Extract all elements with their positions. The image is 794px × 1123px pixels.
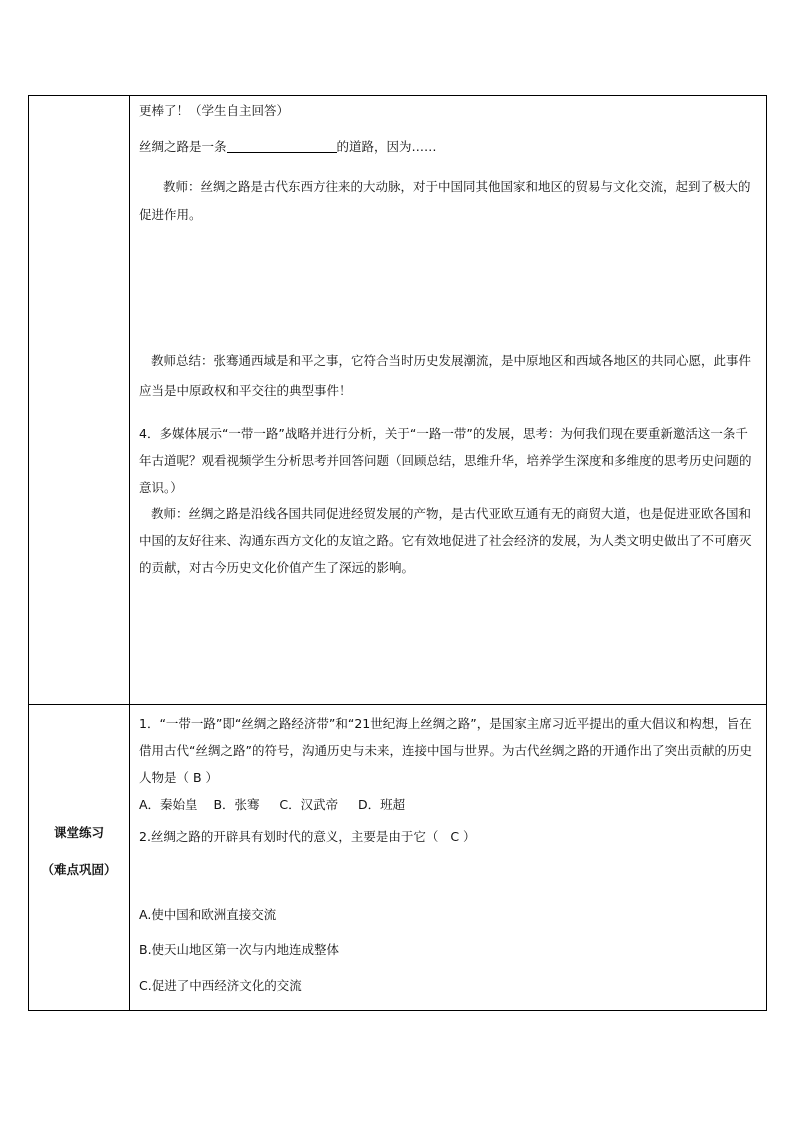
teacher-remark-1: 教师：丝绸之路是古代东西方往来的大动脉，对于中国同其他国家和地区的贸易与文化交流，起到了极大的促进作用。 [139, 179, 751, 222]
column-divider [129, 96, 130, 1010]
fill-in-blank [227, 138, 337, 153]
question-2-option-a: A.使中国和欧洲直接交流 [139, 907, 277, 922]
fill-in-line [139, 134, 437, 159]
question-2-option-c: C.促进了中西经济文化的交流 [139, 978, 302, 993]
teacher-summary: 教师总结：张骞通西域是和平之事，它符合当时历史发展潮流，是中原地区和西域各地区的共同心愿，此事件应当是中原政权和平交往的典型事件！ [139, 353, 752, 398]
teacher-remark-2: 教师：丝绸之路是沿线各国共同促进经贸发展的产物，是古代亚欧互通有无的商贸大道，也是促进亚欧各国和中国的友好往来、沟通东西方文化的友谊之路。它有效地促进了社会经济的发展，为人类文明史做出了不可磨灭的贡献，对古今历史文化价值产生了深远的影响。 [139, 506, 752, 575]
activity-item-4: 4．多媒体展示“一带一路”战略并进行分析，关于“一路一带”的发展，思考：为何我们现在要重新邀活这一条千年古道呢？观看视频学生分析思考并回答问题（回顾总结，思维升华，培养学生深度和多维度的思考历史问题的意识。） [139, 426, 752, 495]
question-2: 2.丝绸之路的开辟具有划时代的意义，主要是由于它（ C ） [139, 829, 476, 844]
section-label: 课堂练习 [53, 825, 104, 840]
lesson-table [28, 95, 767, 1011]
question-1-options: A．秦始皇 B．张骞 C．汉武帝 D．班超 [139, 797, 406, 812]
fill-in-suffix: 的道路，因为…… [336, 139, 437, 154]
question-2-option-b: B.使天山地区第一次与内地连成整体 [139, 942, 340, 957]
section-sublabel: （难点巩固） [41, 862, 117, 877]
row-divider [29, 704, 766, 705]
student-answer-line: 更棒了！（学生自主回答） [139, 103, 290, 118]
question-1: 1．“一带一路”即“丝绸之路经济带”和“21世纪海上丝绸之路”，是国家主席习近平提出的重大倡议和构想，旨在借用古代“丝绸之路”的符号，沟通历史与未来，连接中国与世界。为古代丝绸之路的开通作出了突出贡献的历史人物是（ B ） [139, 716, 752, 785]
fill-in-prefix: 丝绸之路是一条 [139, 139, 227, 154]
